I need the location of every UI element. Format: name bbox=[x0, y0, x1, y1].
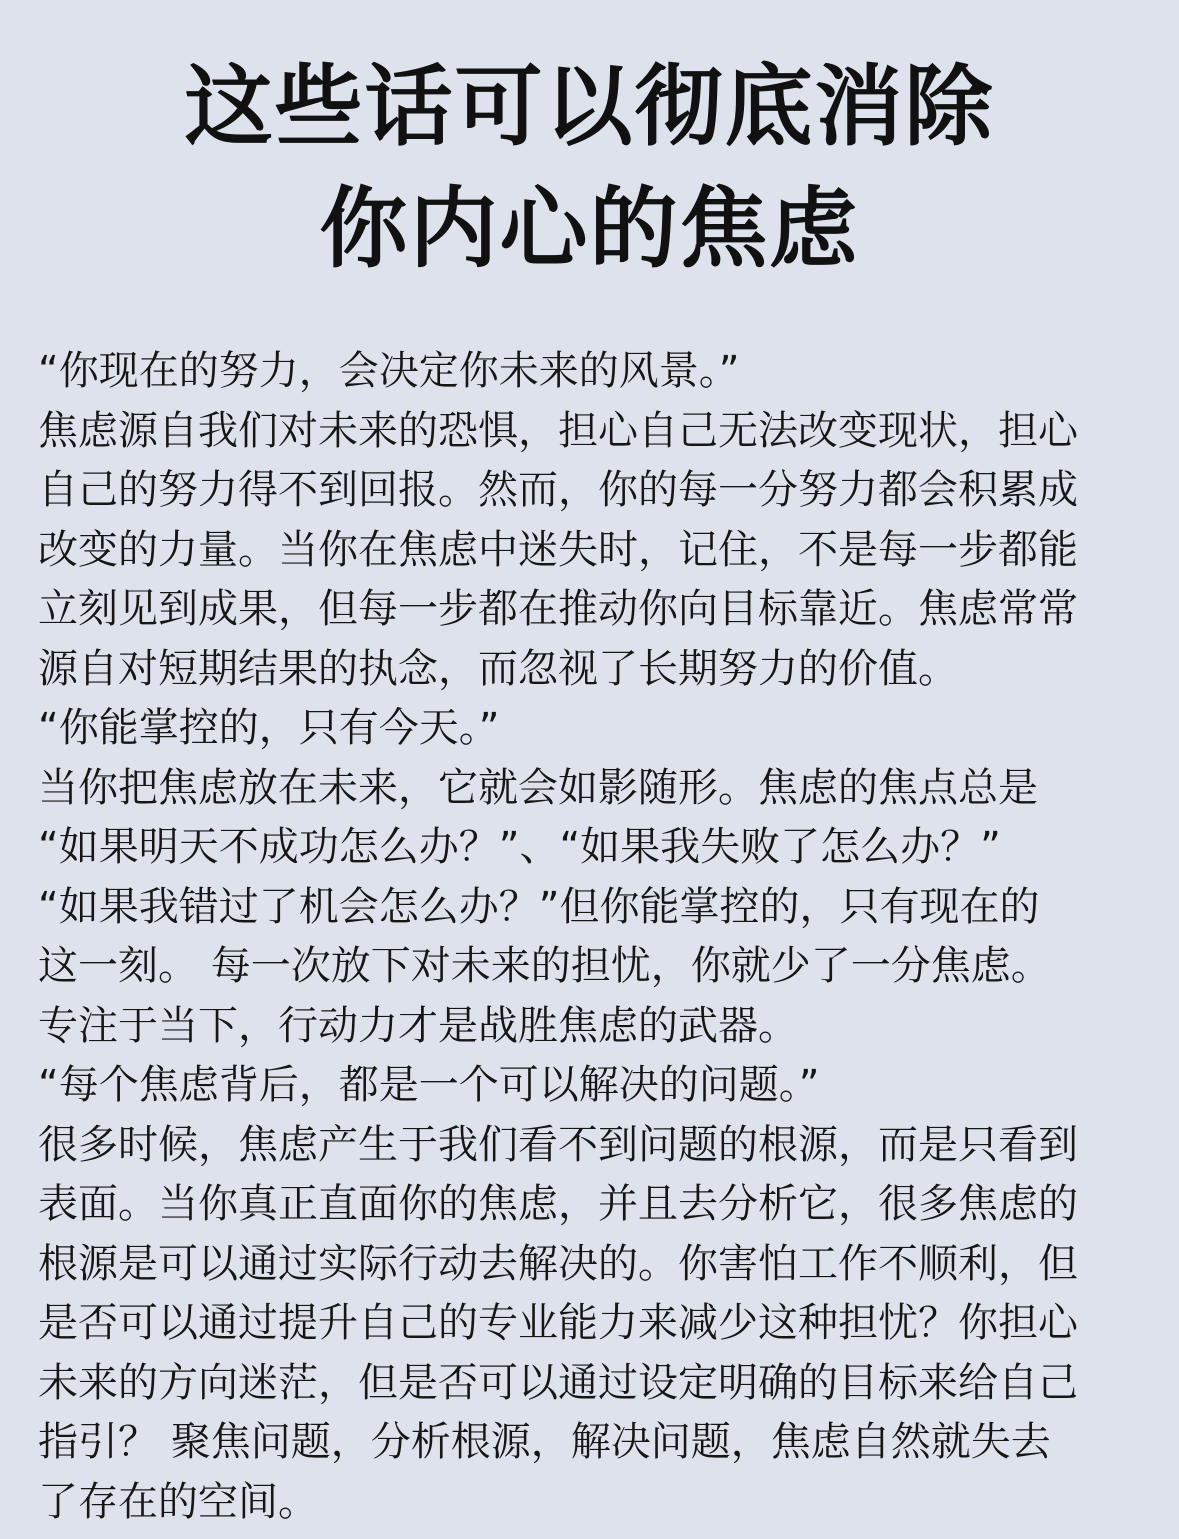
body-line: 源自对短期结果的执念，而忽视了长期努力的价值。 bbox=[38, 645, 958, 692]
body-line: “如果我错过了机会怎么办？”但你能掌控的，只有现在的 bbox=[38, 883, 1040, 930]
body-line: 这一刻。 每一次放下对未来的担忧，你就少了一分焦虑。 bbox=[38, 943, 1051, 989]
quote-line: “你能掌控的，只有今天。” bbox=[38, 705, 500, 751]
body-line: 立刻见到成果，但每一步都在推动你向目标靠近。焦虑常常 bbox=[38, 586, 1078, 632]
body-line: 很多时候，焦虑产生于我们看不到问题的根源，而是只看到 bbox=[38, 1121, 1078, 1168]
body-line: 了存在的空间。 bbox=[38, 1478, 318, 1525]
quote-line: “每个焦虑背后，都是一个可以解决的问题。” bbox=[38, 1062, 820, 1108]
body-line: 焦虑源自我们对未来的恐惧，担心自己无法改变现状，担心 bbox=[38, 407, 1078, 454]
body-line: 专注于当下，行动力才是战胜焦虑的武器。 bbox=[38, 1002, 798, 1049]
body-line: 改变的力量。当你在焦虑中迷失时，记住，不是每一步都能 bbox=[38, 526, 1078, 573]
quote-line: “你现在的努力，会决定你未来的风景。” bbox=[38, 348, 740, 394]
body-line: 自己的努力得不到回报。然而，你的每一分努力都会积累成 bbox=[38, 467, 1078, 513]
article-body bbox=[38, 342, 1148, 1532]
title-line-2: 你内心的焦虑 bbox=[319, 176, 860, 280]
body-line: 根源是可以通过实际行动去解决的。你害怕工作不顺利，但 bbox=[38, 1240, 1078, 1287]
body-line: 指引？ 聚焦问题，分析根源，解决问题，焦虑自然就失去 bbox=[38, 1419, 1051, 1465]
body-line: 未来的方向迷茫，但是否可以通过设定明确的目标来给自己 bbox=[38, 1359, 1078, 1406]
body-line: 表面。当你真正直面你的焦虑，并且去分析它，很多焦虑的 bbox=[38, 1181, 1078, 1227]
body-line: 当你把焦虑放在未来，它就会如影随形。焦虑的焦点总是 bbox=[38, 764, 1038, 811]
title-line-1: 这些话可以彻底消除 bbox=[184, 54, 995, 158]
body-line: “如果明天不成功怎么办？”、“如果我失败了怎么办？” bbox=[38, 824, 1001, 870]
body-line: 是否可以通过提升自己的专业能力来减少这种担忧？你担心 bbox=[38, 1300, 1078, 1346]
